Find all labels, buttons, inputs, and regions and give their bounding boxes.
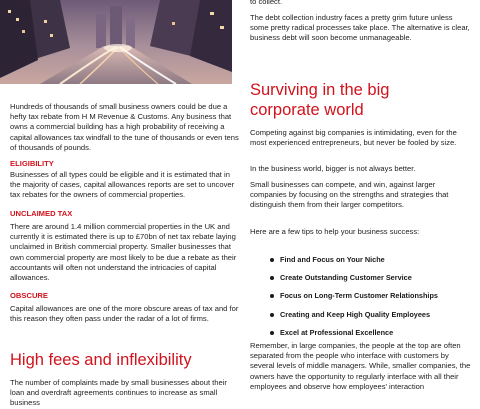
remember-paragraph: Remember, in large companies, the people at the top are often separated from the people who interface with customers by several levels of middle managers. While, smaller companies, the owners have the opportunity to regularly interface with all their employees and observe how employees' interaction bbox=[250, 341, 471, 391]
eligibility-heading: ELIGIBILITY bbox=[10, 159, 54, 168]
tips-intro: Here are a few tips to help your business success: bbox=[250, 227, 420, 236]
competing-paragraph: Competing against big companies is intimidating, even for the most experienced entrepreneurs, but never be fooled by size. bbox=[250, 128, 457, 148]
small-business-paragraph: Small businesses can compete, and win, against larger companies by focusing on the strengths and strategies that distinguish them from their larger competitors. bbox=[250, 180, 449, 210]
debt-paragraph: The debt collection industry faces a pretty grim future unless some pretty radical processes take place. The alternative is clear, business debt will soon become unmanageable. bbox=[250, 13, 470, 43]
unclaimed-tax-paragraph: There are around 1.4 million commercial properties in the UK and currently it is estimated there is up to £70bn of net tax rebate laying unclaimed in British commercial property. Smaller businesses that own commercial property are most likely to be due a rebate as their accountants will often not understand the intricacies of capital allowances. bbox=[10, 222, 237, 283]
fees-heading: High fees and inflexibility bbox=[10, 351, 192, 369]
bullet-icon bbox=[270, 294, 274, 298]
tip-item: Create Outstanding Customer Service bbox=[270, 269, 475, 287]
tip-item: Excel at Professional Excellence bbox=[270, 324, 475, 342]
bullet-icon bbox=[270, 331, 274, 335]
collect-line: to collect. bbox=[250, 0, 283, 6]
bullet-icon bbox=[270, 276, 274, 280]
city-street-photo bbox=[0, 0, 232, 84]
tips-list bbox=[270, 251, 475, 342]
tip-item: Find and Focus on Your Niche bbox=[270, 251, 475, 269]
bullet-icon bbox=[270, 258, 274, 262]
fees-paragraph: The number of complaints made by small businesses about their loan and overdraft agreements continues to increase as small business bbox=[10, 378, 227, 408]
surviving-heading-line-1: Surviving in the big bbox=[250, 81, 390, 99]
bigger-paragraph: In the business world, bigger is not always better. bbox=[250, 164, 416, 173]
unclaimed-tax-heading: UNCLAIMED TAX bbox=[10, 209, 73, 218]
bullet-icon bbox=[270, 313, 274, 317]
obscure-heading: OBSCURE bbox=[10, 291, 48, 300]
intro-paragraph: Hundreds of thousands of small business owners could be due a hefty tax rebate from H M Revenue & Customs. Any business that owns a commercial building has a high probability of receiving a capital allowances tax windfall to the tune of thousands or even tens of thousands of pounds. bbox=[10, 102, 239, 152]
surviving-heading-line-2: corporate world bbox=[250, 101, 364, 119]
eligibility-paragraph: Businesses of all types could be eligible and it is estimated that in the majority of cases, capital allowances reports are set to uncover tax rebates for the owners of commercial properties. bbox=[10, 170, 235, 200]
obscure-paragraph: Capital allowances are one of the more obscure areas of tax and for this reason they often pass under the radar of a lot of firms. bbox=[10, 304, 239, 324]
tip-item: Creating and Keep High Quality Employees bbox=[270, 306, 475, 324]
tip-item: Focus on Long-Term Customer Relationships bbox=[270, 287, 475, 305]
